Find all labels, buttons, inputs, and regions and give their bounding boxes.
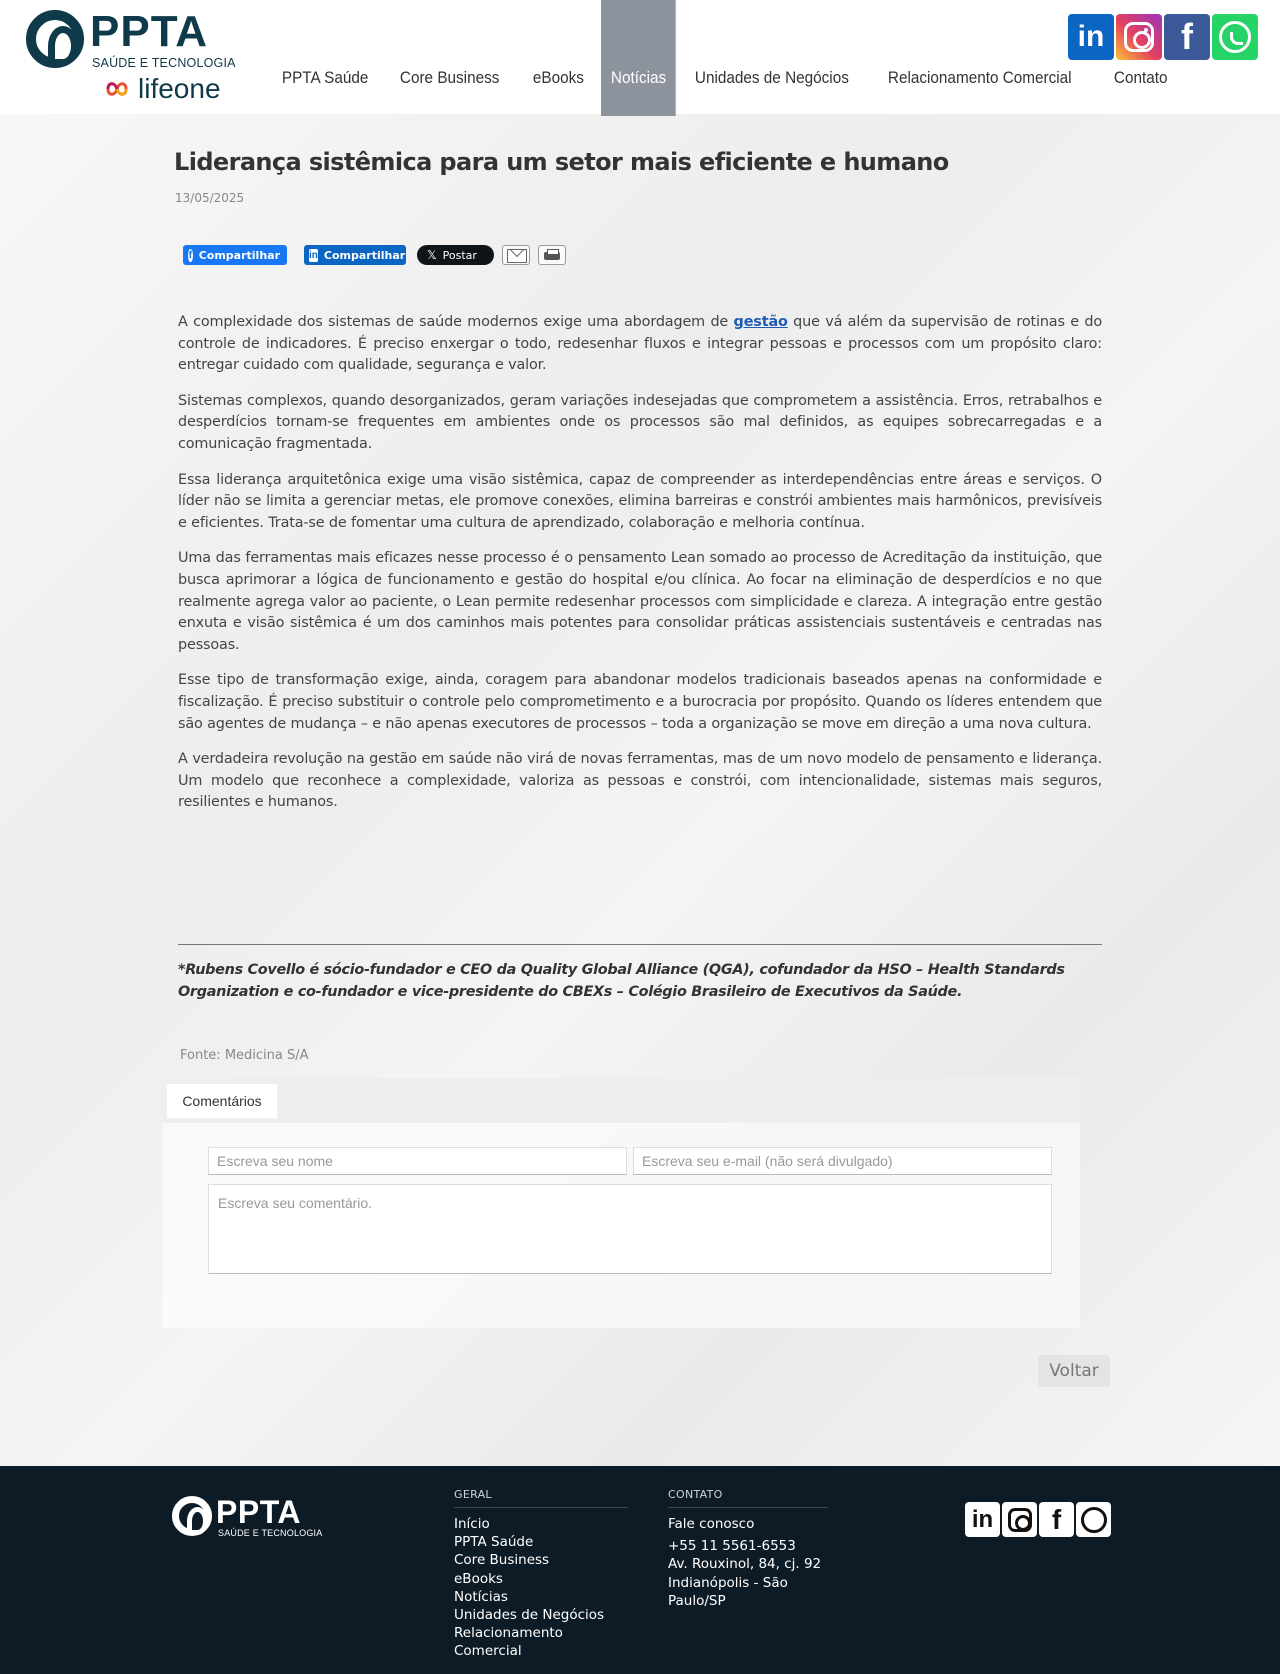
article-title: Liderança sistêmica para um setor mais eficiente e humano xyxy=(174,148,949,176)
footer-logo-subtitle: SAÚDE E TECNOLOGIA xyxy=(218,1528,323,1538)
facebook-icon[interactable] xyxy=(1164,14,1210,60)
footer-link-noticias[interactable]: Notícias xyxy=(454,1588,508,1605)
footer-link-unidades-de-negocios[interactable]: Unidades de Negócios xyxy=(454,1607,605,1624)
gestao-link[interactable]: gestão xyxy=(733,314,788,330)
p1-text-after: que vá além da supervisão de rotinas e do controle de indicadores. É preciso enxergar o todo, redesenhar fluxos e integrar pessoas e processos com um propósito claro: entregar cuidado com qualidade, segurança e valor. xyxy=(178,314,1102,374)
whatsapp-glyph xyxy=(1219,21,1251,53)
facebook-icon[interactable] xyxy=(1039,1502,1074,1537)
ppta-logo[interactable] xyxy=(26,7,236,105)
print-icon[interactable] xyxy=(538,245,566,265)
x-icon: 𝕏 xyxy=(427,247,437,262)
footer-phone: +55 11 5561-6553 xyxy=(668,1538,796,1555)
lifeone-text: lifeone xyxy=(138,73,221,104)
facebook-share-label: Compartilhar xyxy=(198,248,280,262)
comments-section xyxy=(162,1078,1080,1328)
footer-logo-mark-icon xyxy=(172,1496,212,1536)
p1-text-before: A complexidade dos sistemas de saúde modernos exige uma abordagem de xyxy=(178,314,734,330)
article-paragraph: Essa liderança arquitetônica exige uma visão sistêmica, capaz de compreender as interdependências entre áreas e serviços. O líder não se limita a gerenciar metas, ele promove conexões, elimina barreiras e constrói ambientes mais harmônicos, previsíveis e eficientes. Trata-se de fomentar uma cultura de aprendizado, colaboração e melhoria contínua. xyxy=(178,471,1102,531)
footer-logo-word: PPTA xyxy=(216,1494,301,1530)
article-date: 13/05/2025 xyxy=(175,191,245,205)
article-paragraph: Sistemas complexos, quando desorganizados, geram variações indesejadas que comprometem a assistência. Erros, retrabalhos e desperdícios tornam-se frequentes em ambientes onde os processos são mal definidos, as equipes sobrecarregadas e a comunicação fragmentada. xyxy=(178,392,1102,452)
nav-item-contato[interactable]: Contato xyxy=(1113,68,1168,87)
logo-subtitle: SAÚDE E TECNOLOGIA xyxy=(92,56,236,70)
x-post-label: Postar xyxy=(442,248,477,262)
footer-address-line2: Indianópolis - São Paulo/SP xyxy=(668,1574,788,1609)
author-divider xyxy=(178,944,1102,945)
linkedin-share-label: Compartilhar xyxy=(323,248,406,262)
nav-item-noticias[interactable]: Notícias xyxy=(601,0,676,116)
footer-geral-column xyxy=(454,1488,628,1661)
header-social-links xyxy=(1068,14,1258,60)
name-input[interactable] xyxy=(208,1147,627,1175)
linkedin-icon: in xyxy=(309,249,318,261)
footer-instagram-glyph xyxy=(1008,1508,1032,1532)
footer-whatsapp-glyph xyxy=(1081,1507,1107,1533)
email-share-icon[interactable] xyxy=(502,245,530,265)
facebook-icon: f xyxy=(188,249,193,261)
linkedin-icon[interactable] xyxy=(965,1502,1000,1537)
footer-geral-heading: GERAL xyxy=(454,1488,628,1508)
share-bar xyxy=(183,245,574,265)
instagram-icon[interactable] xyxy=(1002,1502,1037,1537)
footer-link-inicio[interactable]: Início xyxy=(454,1516,490,1532)
footer-contato-column xyxy=(668,1488,828,1610)
x-post-button[interactable] xyxy=(417,245,494,265)
linkedin-icon[interactable] xyxy=(1068,14,1114,60)
nav-item-core-business[interactable]: Core Business xyxy=(399,68,500,87)
author-note: *Rubens Covello é sócio-fundador e CEO da Quality Global Alliance (QGA), cofundador da HSO – Health Standards Organization e co-fundador e vice-presidente do CBEXs – Colégio Brasileiro de Executivos da Saúde. xyxy=(178,962,1065,1000)
instagram-icon[interactable] xyxy=(1116,14,1162,60)
footer-link-fale-conosco[interactable]: Fale conosco xyxy=(668,1516,755,1532)
back-button[interactable]: Voltar xyxy=(1038,1355,1110,1387)
footer-address-line1: Av. Rouxinol, 84, cj. 92 xyxy=(668,1556,822,1573)
footer-link-core-business[interactable]: Core Business xyxy=(454,1552,550,1569)
footer-link-ppta-saude[interactable]: PPTA Saúde xyxy=(454,1534,534,1551)
article-paragraph: A verdadeira revolução na gestão em saúde não virá de novas ferramentas, mas de um novo modelo de pensamento e liderança. Um modelo que reconhece a complexidade, valoriza as pessoas e constrói, com intencionalidade, sistemas mais seguros, resilientes e humanos. xyxy=(178,751,1102,811)
comment-textarea[interactable] xyxy=(208,1184,1052,1274)
nav-item-relacionamento-comercial[interactable]: Relacionamento Comercial xyxy=(887,68,1072,87)
whatsapp-icon[interactable] xyxy=(1076,1502,1111,1537)
footer-social-links xyxy=(965,1502,1111,1537)
linkedin-share-button[interactable] xyxy=(304,245,406,265)
article-paragraph: Uma das ferramentas mais eficazes nesse processo é o pensamento Lean somado ao processo de Acreditação da instituição, que busca aprimorar a lógica de funcionamento e gestão do hospital e/ou clínica. Ao focar na eliminação de desperdícios e no que realmente agrega valor ao paciente, o Lean permite redesenhar processos com simplicidade e clareza. A integração entre gestão enxuta e visão sistêmica é um dos caminhos mais potentes para consolidar práticas assistenciais sustentáveis e centradas nas pessoas. xyxy=(178,550,1102,653)
nav-item-unidades-de-negocios[interactable]: Unidades de Negócios xyxy=(694,68,849,87)
linkedin-glyph: in xyxy=(1077,20,1105,53)
nav-item-ebooks[interactable]: eBooks xyxy=(532,68,584,87)
footer-contato-heading: CONTATO xyxy=(668,1488,828,1508)
facebook-share-button[interactable] xyxy=(183,245,287,265)
nav-item-ppta-saude[interactable]: PPTA Saúde xyxy=(281,68,369,87)
article-body xyxy=(178,312,1102,828)
article-paragraph: Esse tipo de transformação exige, ainda, coragem para abandonar modelos tradicionais baseados apenas na conformidade e fiscalização. É preciso substituir o controle pelo comprometimento e a burocracia por propósito. Quando os líderes entendem que são agentes de mudança – e não apenas executores de processos – toda a organização se move em direção a uma nova cultura. xyxy=(178,672,1102,732)
tab-comentarios[interactable]: Comentários xyxy=(167,1084,277,1118)
article-source: Fonte: Medicina S/A xyxy=(180,1048,309,1063)
article-paragraph xyxy=(178,312,1102,377)
facebook-glyph: f xyxy=(1181,16,1193,57)
footer-link-ebooks[interactable]: eBooks xyxy=(454,1570,503,1587)
ppta-logo-mark-icon xyxy=(26,10,84,68)
whatsapp-icon[interactable] xyxy=(1212,14,1258,60)
instagram-glyph xyxy=(1124,22,1154,52)
main-nav xyxy=(272,0,1185,114)
lifeone-infinity-icon xyxy=(100,78,134,100)
footer-ppta-logo[interactable] xyxy=(172,1496,332,1546)
site-header xyxy=(0,0,1280,114)
footer-facebook-glyph: f xyxy=(1051,1503,1062,1535)
footer-link-relacionamento-comercial[interactable]: Relacionamento Comercial xyxy=(454,1625,563,1660)
logo-word: PPTA xyxy=(90,7,209,56)
site-footer xyxy=(0,1466,1280,1674)
footer-linkedin-glyph: in xyxy=(971,1505,994,1533)
email-input[interactable] xyxy=(633,1147,1052,1175)
comments-tabbar xyxy=(162,1078,1080,1123)
